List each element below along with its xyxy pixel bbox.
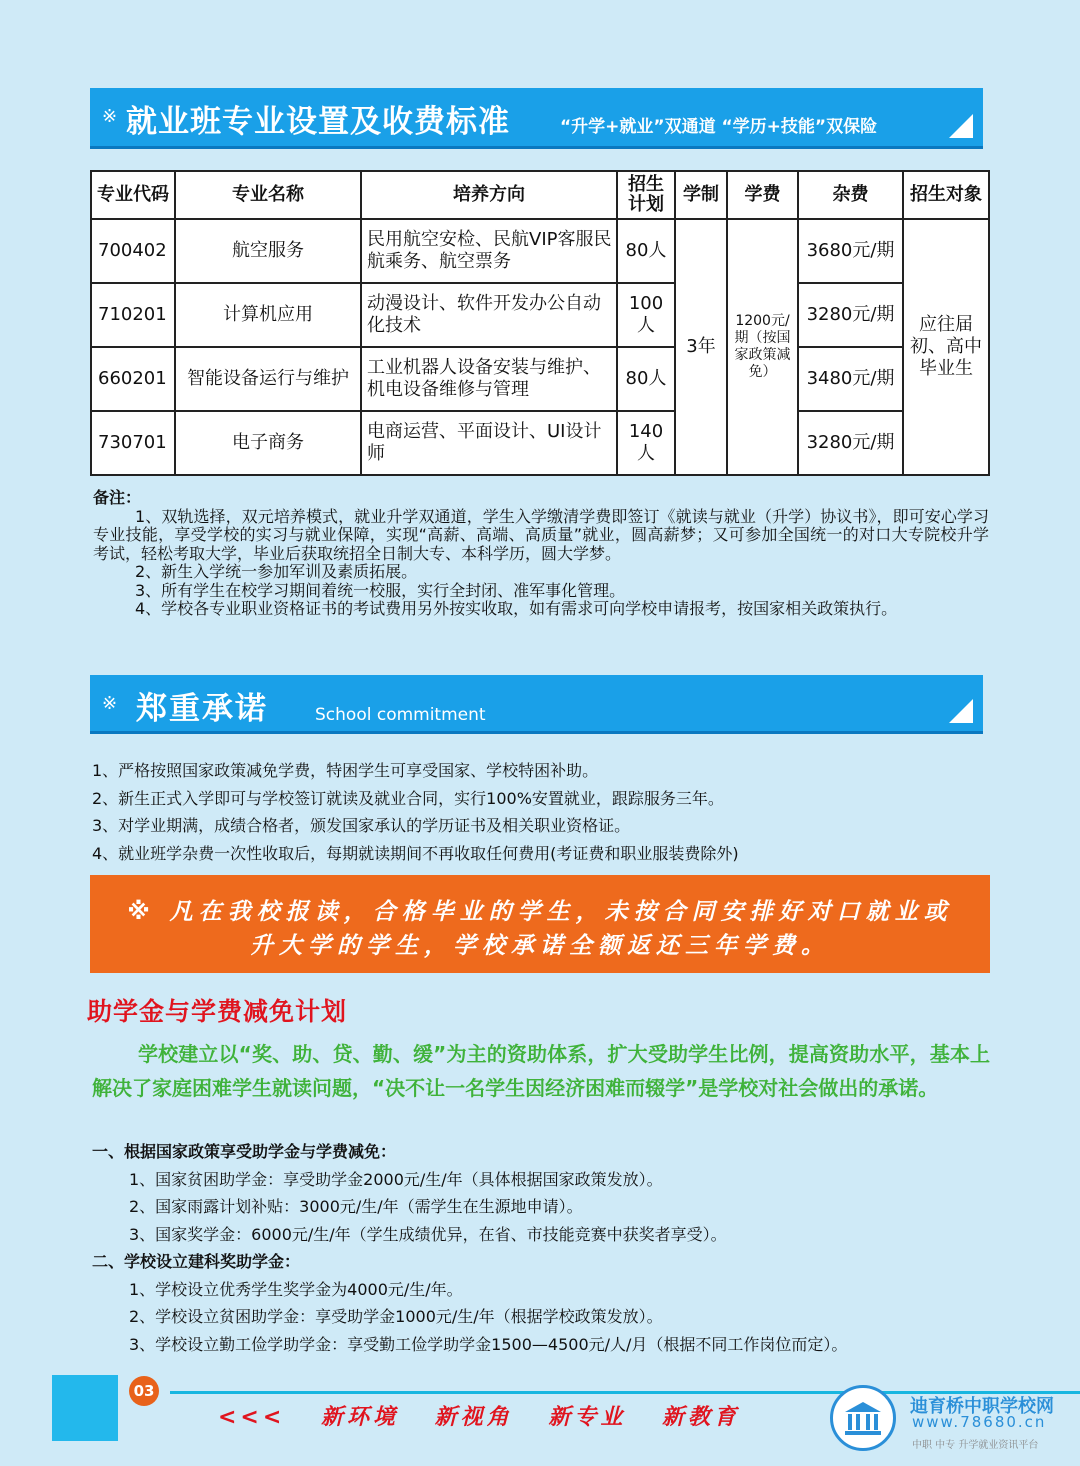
list-item: 2、国家雨露计划补贴：3000元/生/年（需学生在生源地申请）。 [129, 1197, 583, 1216]
major-direction: 电商运营、平面设计、UI设计师 [361, 411, 617, 475]
enroll-plan: 140人 [617, 411, 675, 475]
footer-slogan [218, 1400, 764, 1431]
page-corner-block [52, 1375, 118, 1441]
duration-cell: 3年 [675, 219, 727, 475]
table-row [91, 347, 989, 411]
enroll-plan: 100人 [617, 283, 675, 347]
section-title: 就业班专业设置及收费标准 [126, 104, 510, 140]
major-code: 730701 [91, 411, 175, 475]
promise-line-1: ※ 凡在我校报读，合格毕业的学生，未按合同安排好对口就业或 [127, 899, 953, 925]
major-direction: 民用航空安检、民航VIP客服民航乘务、航空票务 [361, 219, 617, 283]
tuition-cell: 1200元/期（按国家政策减免） [727, 219, 798, 475]
misc-fee: 3680元/期 [798, 219, 903, 283]
section-title: 郑重承诺 [136, 691, 268, 727]
list-item: 1、学校设立优秀学生奖学金为4000元/生/年。 [129, 1279, 463, 1299]
header-code: 专业代码 [91, 171, 175, 219]
list-item: 4、就业班学杂费一次性收取后，每期就读期间不再收取任何费用(考证费和职业服装费除外) [92, 843, 739, 863]
refund-promise-banner [90, 875, 990, 973]
header-duration: 学制 [675, 171, 727, 219]
aid-list [92, 1138, 992, 1358]
header-direction: 培养方向 [361, 171, 617, 219]
major-direction: 动漫设计、软件开发办公自动化技术 [361, 283, 617, 347]
note-item: 2、新生入学统一参加军训及素质拓展。 [135, 562, 418, 581]
building-icon [843, 1400, 883, 1436]
note-item: 4、学校各专业职业资格证书的考试费用另外按实收取，如有需求可向学校申请报考，按国家相关政策执行。 [135, 599, 898, 618]
table-row [91, 411, 989, 475]
major-name: 智能设备运行与维护 [175, 347, 361, 411]
major-code: 710201 [91, 283, 175, 347]
site-tagline: 中职 中专 升学就业资讯平台 [912, 1440, 1039, 1451]
slogan-item: 新专业 [548, 1405, 627, 1430]
section-header-commitment [90, 675, 983, 734]
school-logo-icon [830, 1385, 896, 1451]
note-item: 1、双轨选择，双元培养模式，就业升学双通道，学生入学缴清学费即签订《就读与就业（升学）协议书》，即可安心学习专业技能，享受学校的实习与就业保障，实现“高薪、高端、高质量”就业，圆高薪梦；又可参加全国统一的对口大专院校升学考试，轻松考取大学，毕业后获取统招全日制大专、本科学历，圆大学梦。 [93, 506, 989, 563]
enroll-plan: 80人 [617, 347, 675, 411]
promise-line-2: 升大学的学生，学校承诺全额返还三年学费。 [250, 933, 830, 959]
slogan-item: 新教育 [662, 1405, 741, 1430]
major-code: 700402 [91, 219, 175, 283]
misc-fee: 3480元/期 [798, 347, 903, 411]
list-item: 1、严格按照国家政策减免学费，特困学生可享受国家、学校特困补助。 [92, 761, 599, 780]
target-cell: 应往届初、高中毕业生 [903, 219, 989, 475]
list-item: 3、学校设立勤工俭学助学金：享受勤工俭学助学金1500—4500元/人/月（根据不同工作岗位而定）。 [129, 1334, 848, 1354]
slogan-item: 新视角 [434, 1405, 513, 1430]
notes-block [93, 489, 989, 619]
enroll-plan: 80人 [617, 219, 675, 283]
slogan-item: 新环境 [320, 1405, 399, 1430]
list-item: 1、国家贫困助学金：享受助学金2000元/生/年（具体根据国家政策发放）。 [129, 1169, 663, 1189]
header-plan: 招生计划 [617, 171, 675, 219]
arrows-icon: <<< [218, 1405, 286, 1430]
major-name: 电子商务 [175, 411, 361, 475]
reference-mark: ※ [102, 693, 118, 714]
major-name: 航空服务 [175, 219, 361, 283]
section-subtitle: “升学+就业”双通道 “学历+技能”双保险 [560, 117, 878, 137]
site-url: www.78680.cn [912, 1413, 1047, 1431]
header-tuition: 学费 [727, 171, 798, 219]
section-header-majors [90, 88, 983, 149]
aid-group-heading: 二、学校设立建科奖助学金： [92, 1252, 301, 1271]
major-direction: 工业机器人设备安装与维护、机电设备维修与管理 [361, 347, 617, 411]
commitment-list [92, 757, 992, 867]
section-subtitle: School commitment [315, 705, 486, 725]
header-target: 招生对象 [903, 171, 989, 219]
fee-table [90, 170, 990, 476]
aid-intro: 学校建立以“奖、助、贷、勤、缓”为主的资助体系，扩大受助学生比例，提高资助水平，基本上解决了家庭困难学生就读问题，“决不让一名学生因经济困难而辍学”是学校对社会做出的承诺。 [92, 1042, 990, 1100]
corner-triangle-icon [949, 699, 973, 723]
corner-triangle-icon [949, 114, 973, 138]
major-code: 660201 [91, 347, 175, 411]
notes-heading: 备注： [93, 488, 142, 507]
table-row [91, 219, 989, 283]
list-item: 3、国家奖学金：6000元/生/年（学生成绩优异，在省、市技能竞赛中获奖者享受）。 [129, 1224, 727, 1244]
page-number: 03 [129, 1376, 159, 1406]
site-name: 迪育桥中职学校网 [910, 1396, 1054, 1417]
header-misc: 杂费 [798, 171, 903, 219]
table-row [91, 283, 989, 347]
misc-fee: 3280元/期 [798, 283, 903, 347]
major-name: 计算机应用 [175, 283, 361, 347]
table-header-row [91, 171, 989, 219]
list-item: 3、对学业期满，成绩合格者，颁发国家承认的学历证书及相关职业资格证。 [92, 816, 631, 835]
aid-title: 助学金与学费减免计划 [87, 997, 348, 1026]
aid-group-heading: 一、根据国家政策享受助学金与学费减免： [92, 1142, 397, 1161]
header-name: 专业名称 [175, 171, 361, 219]
reference-mark: ※ [102, 106, 118, 127]
list-item: 2、学校设立贫困助学金：享受助学金1000元/生/年（根据学校政策发放）。 [129, 1307, 663, 1326]
misc-fee: 3280元/期 [798, 411, 903, 475]
note-item: 3、所有学生在校学习期间着统一校服，实行全封闭、准军事化管理。 [135, 580, 626, 600]
list-item: 2、新生正式入学即可与学校签订就读及就业合同，实行100%安置就业，跟踪服务三年。 [92, 788, 724, 808]
